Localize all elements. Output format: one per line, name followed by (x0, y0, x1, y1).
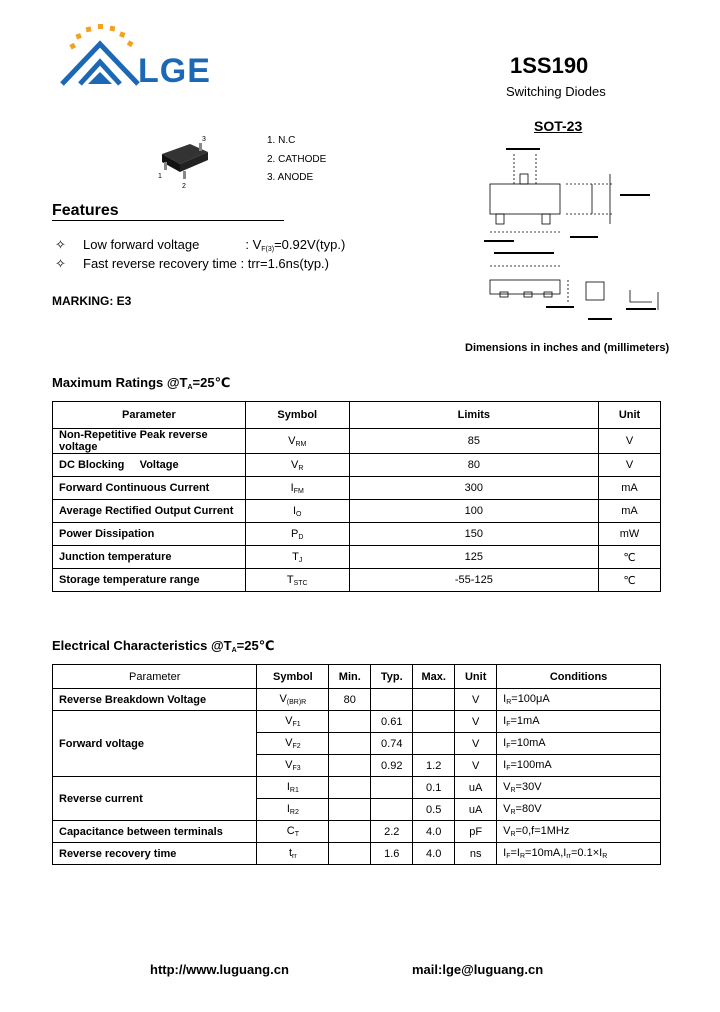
unit-cell: ℃ (599, 546, 661, 569)
unit-cell: V (455, 733, 497, 755)
header-cell: Conditions (497, 665, 661, 689)
electrical-characteristics-table (52, 664, 661, 865)
unit-cell: uA (455, 777, 497, 799)
table-row (53, 777, 661, 799)
unit-cell: uA (455, 799, 497, 821)
symbol-cell: $V_{F2}$ (257, 733, 329, 755)
unit-cell: V (455, 711, 497, 733)
min-cell (329, 821, 371, 843)
table-row (53, 821, 661, 843)
table-row (53, 477, 661, 500)
max-cell: 0.1 (413, 777, 455, 799)
condition-cell: $V_R=0,f=1MHz$ (497, 821, 661, 843)
unit-cell: mA (599, 477, 661, 500)
condition-cell: $I_F=1mA$ (497, 711, 661, 733)
limit-cell: 125 (349, 546, 598, 569)
symbol-cell: $I_{R1}$ (257, 777, 329, 799)
diamond-bullet-icon: ✧ (55, 256, 66, 271)
param-cell: Reverse Breakdown Voltage (53, 689, 257, 711)
param-cell: Reverse current (53, 777, 257, 821)
max-cell (413, 733, 455, 755)
table-row (53, 711, 661, 733)
table-row (53, 429, 661, 454)
package-name: SOT-23 (534, 118, 583, 134)
elec-char-title: Electrical Characteristics $@T_A=25℃$ (52, 638, 275, 654)
pin-label: 2 (182, 183, 186, 190)
header-cell: Unit (599, 402, 661, 429)
min-cell (329, 799, 371, 821)
table-row (53, 523, 661, 546)
header-cell: Symbol (257, 665, 329, 689)
unit-cell: V (455, 689, 497, 711)
table-row (53, 843, 661, 865)
symbol-cell: $I_O$ (245, 500, 349, 523)
pin-2-desc: 2. CATHODE (267, 154, 327, 165)
feature-item: ✧ Fast reverse recovery time : trr=1.6ns(typ.) (55, 256, 329, 271)
typ-cell: 0.61 (371, 711, 413, 733)
feature-item: ✧ Low forward voltage : $V_{F(3)}=0.92V(typ.)$ (55, 237, 346, 253)
header-cell: Unit (455, 665, 497, 689)
typ-cell: 1.6 (371, 843, 413, 865)
min-cell (329, 733, 371, 755)
min-cell (329, 777, 371, 799)
symbol-cell: $V_{F3}$ (257, 755, 329, 777)
table-row (53, 546, 661, 569)
param-cell: Capacitance between terminals (53, 821, 257, 843)
symbol-cell: $V_{RM}$ (245, 429, 349, 454)
header-cell: Typ. (371, 665, 413, 689)
table-row (53, 454, 661, 477)
features-underline (52, 220, 284, 221)
param-cell: Power Dissipation (53, 523, 246, 546)
symbol-cell: $I_{R2}$ (257, 799, 329, 821)
param-cell: Reverse recovery time (53, 843, 257, 865)
typ-cell (371, 777, 413, 799)
unit-cell: V (599, 429, 661, 454)
typ-cell: 0.92 (371, 755, 413, 777)
dimensions-drawing (480, 142, 665, 327)
limit-cell: -55-125 (349, 569, 598, 592)
typ-cell (371, 799, 413, 821)
typ-cell (371, 689, 413, 711)
header-cell: Min. (329, 665, 371, 689)
header-cell: Parameter (53, 665, 257, 689)
typ-cell: 2.2 (371, 821, 413, 843)
symbol-cell: $I_{FM}$ (245, 477, 349, 500)
typ-cell: 0.74 (371, 733, 413, 755)
limit-cell: 100 (349, 500, 598, 523)
condition-cell: $I_F=10mA$ (497, 733, 661, 755)
table-row (53, 569, 661, 592)
symbol-cell: $t_{rr}$ (257, 843, 329, 865)
min-cell (329, 755, 371, 777)
min-cell (329, 843, 371, 865)
symbol-cell: $T_J$ (245, 546, 349, 569)
header-cell: Symbol (245, 402, 349, 429)
param-cell: Forward Continuous Current (53, 477, 246, 500)
max-cell: 4.0 (413, 843, 455, 865)
pin-label: 3 (202, 136, 206, 143)
min-cell: 80 (329, 689, 371, 711)
table-row (53, 500, 661, 523)
param-cell: Forward voltage (53, 711, 257, 777)
param-cell: DC Blocking Voltage (53, 454, 246, 477)
unit-cell: V (455, 755, 497, 777)
condition-cell: $V_R=80V$ (497, 799, 661, 821)
max-cell (413, 689, 455, 711)
pin-label: 1 (158, 173, 162, 180)
table-header-row (53, 665, 661, 689)
max-ratings-table (52, 401, 661, 592)
min-cell (329, 711, 371, 733)
table-row (53, 689, 661, 711)
header-cell: Parameter (53, 402, 246, 429)
max-ratings-title: Maximum Ratings $@T_A=25℃$ (52, 375, 231, 391)
part-number: 1SS190 (510, 53, 589, 78)
symbol-cell: $V_{F1}$ (257, 711, 329, 733)
header-cell: Max. (413, 665, 455, 689)
max-cell: 1.2 (413, 755, 455, 777)
limit-cell: 150 (349, 523, 598, 546)
condition-cell: $V_R=30V$ (497, 777, 661, 799)
pin-1-desc: 1. N.C (267, 135, 296, 146)
symbol-cell: $P_D$ (245, 523, 349, 546)
symbol-cell: $C_T$ (257, 821, 329, 843)
unit-cell: pF (455, 821, 497, 843)
part-description: Switching Diodes (506, 84, 606, 99)
marking: MARKING: E3 (52, 294, 132, 308)
symbol-cell: $T_{STC}$ (245, 569, 349, 592)
unit-cell: V (599, 454, 661, 477)
unit-cell: ns (455, 843, 497, 865)
sot23-package-image (150, 134, 220, 194)
max-cell: 4.0 (413, 821, 455, 843)
website-link[interactable]: http://www.luguang.cn (150, 962, 289, 977)
table-header-row (53, 402, 661, 429)
condition-cell: $I_F=I_R=10mA,I_{rr}=0.1\times I_R$ (497, 843, 661, 865)
logo-text: LGE (138, 52, 211, 90)
condition-cell: $I_R=100\mu A$ (497, 689, 661, 711)
unit-cell: ℃ (599, 569, 661, 592)
limit-cell: 300 (349, 477, 598, 500)
features-title: Features (52, 202, 119, 219)
header-cell: Limits (349, 402, 598, 429)
diamond-bullet-icon: ✧ (55, 237, 66, 252)
param-cell: Storage temperature range (53, 569, 246, 592)
condition-cell: $I_F=100mA$ (497, 755, 661, 777)
email-link[interactable]: mail:lge@luguang.cn (412, 962, 544, 977)
param-cell: Junction temperature (53, 546, 246, 569)
max-cell (413, 711, 455, 733)
pin-3-desc: 3. ANODE (267, 172, 314, 183)
symbol-cell: $V_{(BR)R}$ (257, 689, 329, 711)
unit-cell: mA (599, 500, 661, 523)
param-cell: Average Rectified Output Current (53, 500, 246, 523)
dimensions-caption: Dimensions in inches and (millimeters) (465, 342, 670, 354)
limit-cell: 85 (349, 429, 598, 454)
max-cell: 0.5 (413, 799, 455, 821)
param-cell: Non-Repetitive Peak reverse voltage (53, 429, 246, 454)
unit-cell: mW (599, 523, 661, 546)
limit-cell: 80 (349, 454, 598, 477)
symbol-cell: $V_R$ (245, 454, 349, 477)
